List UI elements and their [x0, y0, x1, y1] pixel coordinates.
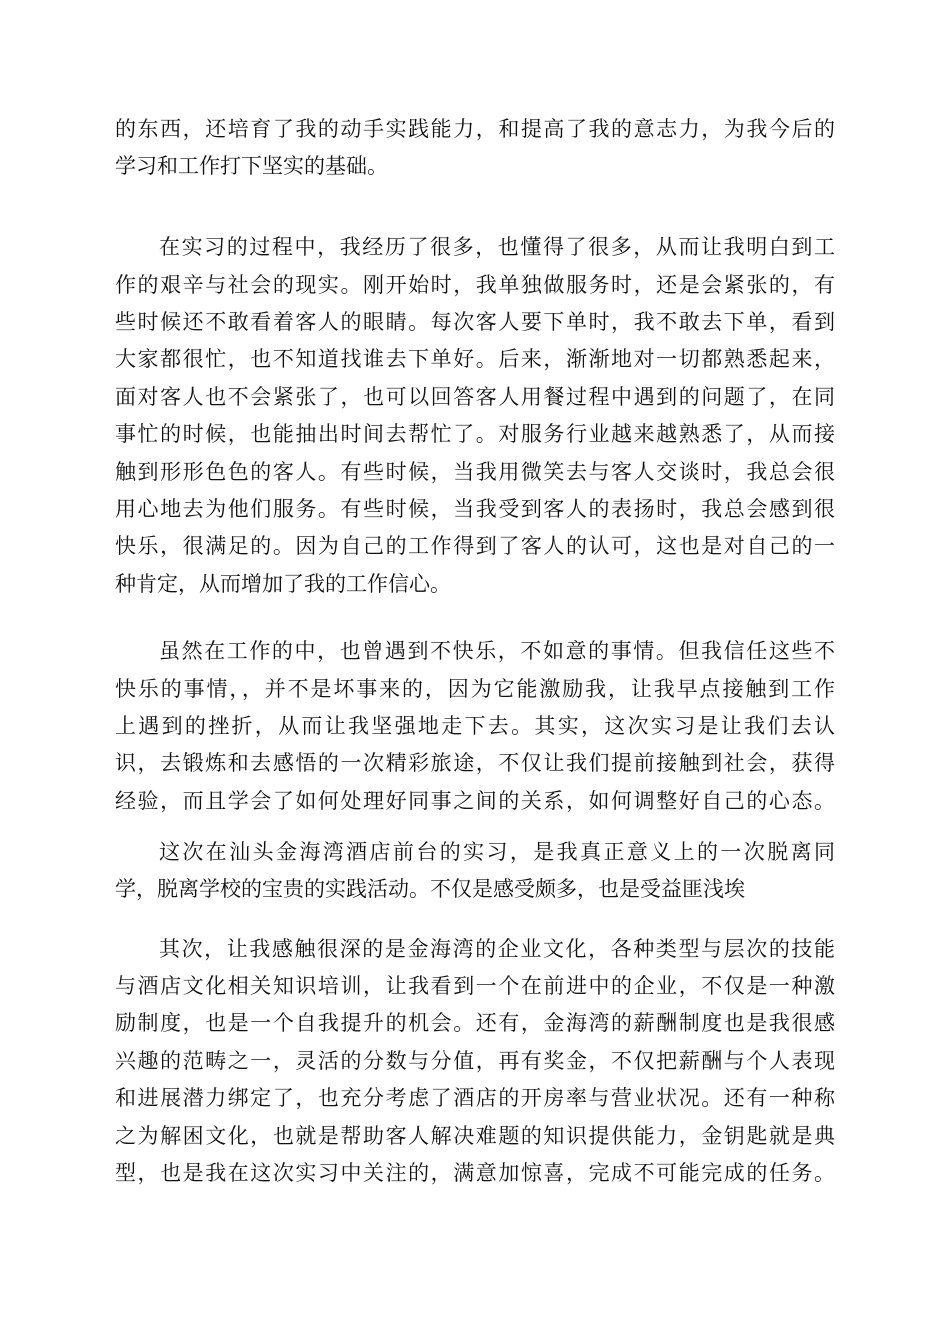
paragraph-line: 的东西，还培育了我的动手实践能力，和提高了我的意志力，为我今后的 [115, 117, 835, 141]
paragraph-line: 和进展潜力绑定了，也充分考虑了酒店的开房率与营业状况。还有一种称 [115, 1086, 835, 1110]
paragraph-line: 在实习的过程中，我经历了很多，也懂得了很多，从而让我明白到工 [159, 235, 835, 259]
paragraph-line: 触到形形色色的客人。有些时候，当我用微笑去与客人交谈时，我总会很 [115, 460, 835, 484]
paragraph-line: 作的艰辛与社会的现实。刚开始时，我单独做服务时，还是会紧张的，有 [115, 273, 835, 297]
paragraph-line: 励制度，也是一个自我提升的机会。还有，金海湾的薪酬制度也是我很感 [115, 1011, 835, 1035]
document-body [115, 0, 835, 1344]
paragraph-line: 这次在汕头金海湾酒店前台的实习，是我真正意义上的一次脱离同 [159, 840, 835, 864]
paragraph-line: 快乐的事情，，并不是坏事来的，因为它能激励我，让我早点接触到工作 [115, 677, 835, 701]
paragraph-line: 识，去锻炼和去感悟的一次精彩旅途，不仅让我们提前接触到社会，获得 [115, 751, 835, 775]
paragraph-line: 用心地去为他们服务。有些时候，当我受到客人的表扬时，我总会感到很 [115, 497, 835, 521]
paragraph-line: 其次，让我感触很深的是金海湾的企业文化，各种类型与层次的技能 [159, 937, 835, 961]
paragraph-line: 经验，而且学会了如何处理好同事之间的关系，如何调整好自己的心态。 [115, 789, 835, 813]
paragraph-line: 大家都很忙，也不知道找谁去下单好。后来，渐渐地对一切都熟悉起来， [115, 347, 835, 371]
paragraph-line: 快乐，很满足的。因为自己的工作得到了客人的认可，这也是对自己的一 [115, 534, 835, 558]
paragraph-line: 兴趣的范畴之一，灵活的分数与分值，再有奖金，不仅把薪酬与个人表现 [115, 1049, 835, 1073]
paragraph-line: 学习和工作打下坚实的基础。 [115, 154, 388, 178]
paragraph-line: 面对客人也不会紧张了，也可以回答客人用餐过程中遇到的问题了，在同 [115, 385, 835, 409]
paragraph-line: 些时候还不敢看着客人的眼睛。每次客人要下单时，我不敢去下单，看到 [115, 310, 835, 334]
paragraph-line: 型，也是我在这次实习中关注的，满意加惊喜，完成不可能完成的任务。 [115, 1161, 835, 1185]
paragraph-line: 事忙的时候，也能抽出时间去帮忙了。对服务行业越来越熟悉了，从而接 [115, 422, 835, 446]
paragraph-line: 之为解困文化，也就是帮助客人解决难题的知识提供能力，金钥匙就是典 [115, 1124, 835, 1148]
paragraph-line: 与酒店文化相关知识培训，让我看到一个在前进中的企业，不仅是一种激 [115, 974, 835, 998]
paragraph-line: 学，脱离学校的宝贵的实践活动。不仅是感受颇多，也是受益匪浅埃 [115, 877, 745, 901]
paragraph-line: 虽然在工作的中，也曾遇到不快乐，不如意的事情。但我信任这些不 [159, 639, 835, 663]
paragraph-line: 种肯定，从而增加了我的工作信心。 [115, 572, 451, 596]
paragraph-line: 上遇到的挫折，从而让我坚强地走下去。其实，这次实习是让我们去认 [115, 714, 835, 738]
